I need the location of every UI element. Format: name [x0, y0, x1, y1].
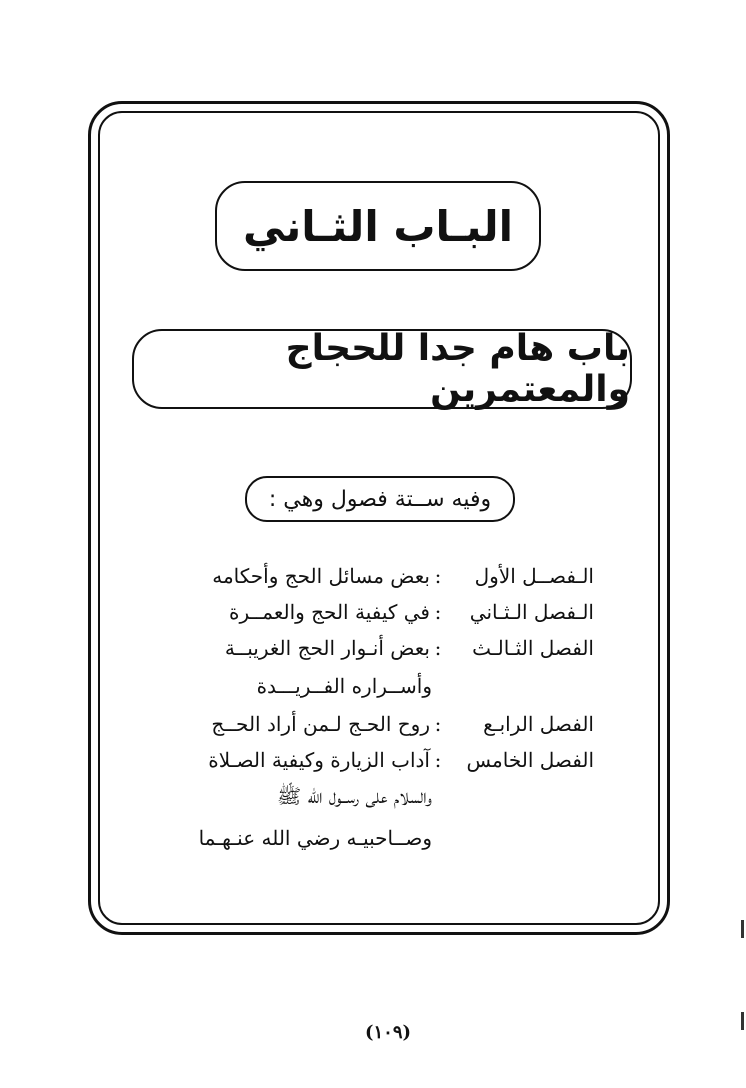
chapter-row: الفصل الرابـع : روح الحـج لـمن أراد الحــج [211, 712, 594, 736]
chapter-title: بعض مسائل الحج وأحكامه [212, 564, 430, 588]
chapter-title-continuation: وصــاحبيـه رضي الله عنـهـما [198, 826, 432, 850]
page-number: (١٠٩) [364, 1021, 412, 1043]
chapter-row: الفصل الخامس : آداب الزيارة وكيفية الصـلاة [208, 748, 594, 772]
section-title: البـاب الثـاني [215, 181, 541, 271]
chapter-title-continuation: والسلام على رســول الله ﷺ [277, 783, 432, 808]
chapter-title: في كيفية الحج والعمــرة [229, 600, 430, 624]
chapter-label: الفصل الثـالـث [472, 636, 594, 660]
chapter-title: روح الحـج لـمن أراد الحــج [211, 712, 430, 736]
chapter-row: الـفصــل الأول : بعض مسائل الحج وأحكامه [212, 564, 594, 588]
section-subtitle: باب هام جدا للحجاج والمعتمرين [132, 329, 632, 409]
chapter-list [150, 558, 594, 858]
chapter-label: الفصل الرابـع [483, 712, 594, 736]
scan-edge-mark [741, 1012, 744, 1030]
scan-edge-mark [741, 920, 744, 938]
chapter-title: بعض أنـوار الحج الغريبــة [224, 636, 430, 660]
chapter-label: الفصل الخامس [466, 748, 594, 772]
chapter-row: الفصل الثـالـث : بعض أنـوار الحج الغريبــة [224, 636, 594, 660]
chapters-intro: وفيه ســتة فصول وهي : [245, 476, 515, 522]
chapter-label: الـفصل الـثـاني [469, 600, 594, 624]
chapter-row: الـفصل الـثـاني : في كيفية الحج والعمــرة [229, 600, 594, 624]
chapter-label: الـفصــل الأول [474, 564, 594, 588]
chapter-title: آداب الزيارة وكيفية الصـلاة [208, 748, 430, 772]
chapter-title-continuation: وأســراره الفــريـــدة [256, 674, 432, 698]
